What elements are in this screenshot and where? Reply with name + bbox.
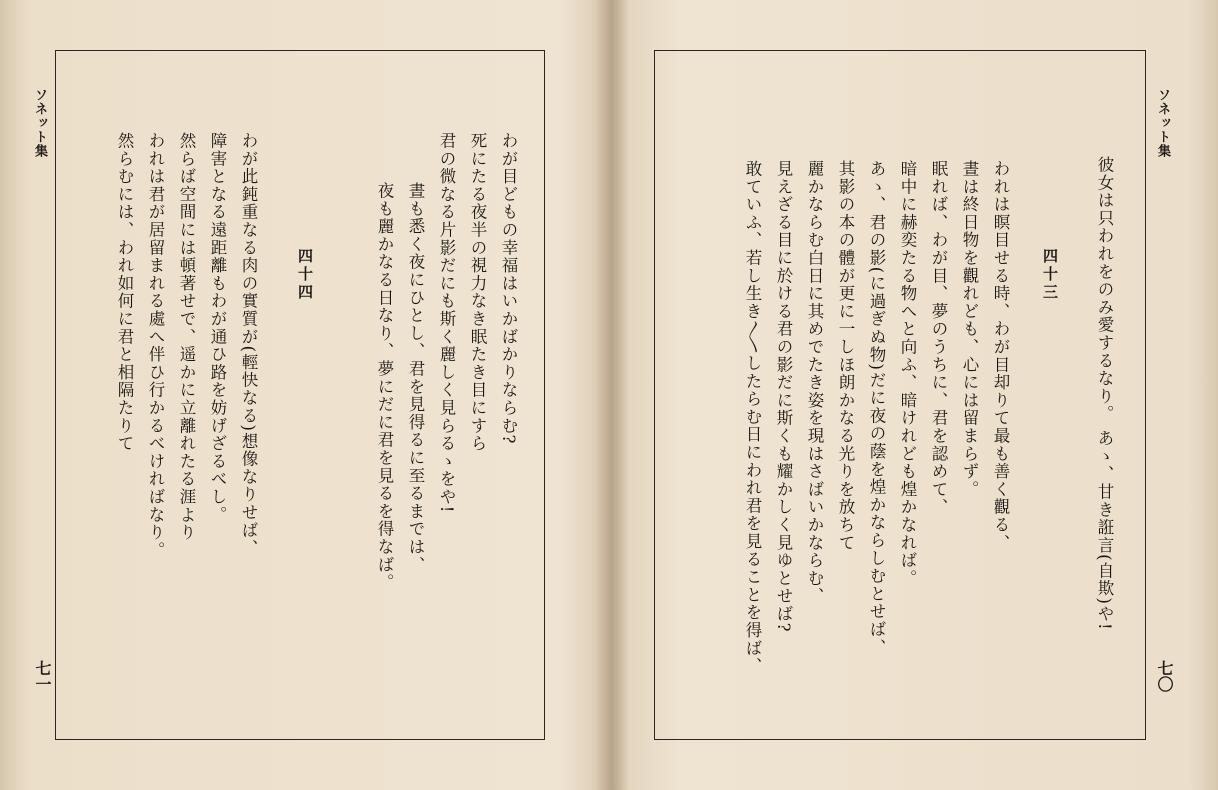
right-section-heading: 四十三 xyxy=(1041,248,1059,302)
right-line-2: われは瞑目せる時、わが目却りて最も善く觀る、 xyxy=(991,160,1010,552)
right-line-10: 敢ていふ、若し生き〳〵したらむ日にわれ君を見ることを得ば、 xyxy=(743,160,762,675)
left-line-1: わが目どもの幸福はいかばかりならむ? xyxy=(499,132,518,445)
left-line-3: 君の微なる片影だにも斯く麗しく見らるゝをや! xyxy=(437,132,456,514)
right-line-8: 麗かならむ白日に其めでたき姿を現はさばいかならむ、 xyxy=(805,160,824,605)
left-page-number: 七一 xyxy=(33,660,52,692)
left-section-heading: 四十四 xyxy=(296,248,314,302)
right-line-7: 其影の本の體が更に一しほ朗かなる光りを放ちて xyxy=(836,160,855,552)
right-line-6: あゝ、君の影(に過ぎぬ物)だに夜の蔭を煌かならしむとせば、 xyxy=(867,160,886,657)
right-line-9: 見えざる目に於ける君の影だに斯くも耀かしく見ゆとせば? xyxy=(774,160,793,633)
left-line-4: 晝も悉く夜にひとし、君を見得るに至るまでは、 xyxy=(406,182,425,574)
right-line-1: 彼女は只われをのみ愛するなり。 あゝ、甘き誑言(自欺)や! xyxy=(1095,156,1114,631)
right-running-head: ソネット集 xyxy=(1155,88,1170,158)
right-line-3: 晝は終日物を觀れども、心には留まらず。 xyxy=(960,160,979,499)
left-running-head: ソネット集 xyxy=(32,88,47,158)
left-line-5: 夜も麗かなる日なり、夢にだに君を見るを得なば。 xyxy=(375,182,394,592)
left-line-10: 然らむには、われ如何に君と相隔たりて xyxy=(115,132,134,453)
right-line-4: 眠れば、わが目、夢のうちに、君を認めて、 xyxy=(929,160,948,516)
left-line-2: 死にたる夜半の視力なき眠たき目にすら xyxy=(468,132,487,453)
left-line-6: わが此鈍重なる肉の實質が(輕快なる)想像なりせば、 xyxy=(239,132,258,557)
right-page xyxy=(612,0,1218,790)
right-page-number: 七〇 xyxy=(1155,660,1174,692)
left-line-9: われは君が居留まれる處へ伴ひ行かるべければなり。 xyxy=(146,132,165,560)
left-line-7: 障害となる遠距離もわが通ひ路を妨げざるべし。 xyxy=(208,132,227,524)
right-line-5: 暗中に赫奕たる物へと向ふ、暗けれども煌かなれば。 xyxy=(898,160,917,588)
left-line-8: 然らば空間には頓著せで、遥かに立離れたる涯より xyxy=(177,132,196,542)
